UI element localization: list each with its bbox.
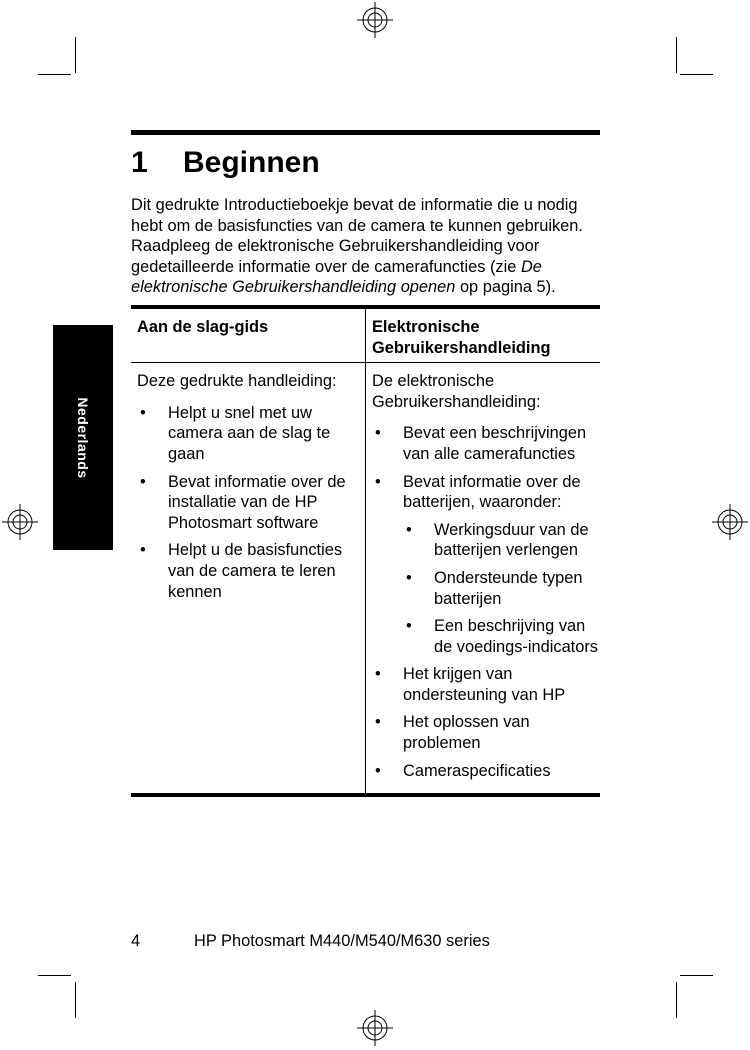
list-item xyxy=(372,761,600,782)
footer-product-name: HP Photosmart M440/M540/M630 series xyxy=(194,932,490,950)
list-item-text: Cameraspecificaties xyxy=(403,761,551,780)
bullet-list xyxy=(137,403,365,602)
registration-mark-icon xyxy=(0,502,40,542)
table-cell xyxy=(366,363,601,796)
list-item-text: Het oplossen van problemen xyxy=(403,713,530,753)
crop-mark xyxy=(676,37,677,73)
crop-mark xyxy=(38,74,71,75)
page-number: 4 xyxy=(131,932,141,950)
cross-reference-link[interactable]: De elektronische Gebruikershandleiding openen xyxy=(131,257,542,297)
list-item xyxy=(372,712,600,753)
bullet-icon: • xyxy=(140,403,146,422)
crop-mark xyxy=(75,37,76,73)
registration-mark-icon xyxy=(710,502,750,542)
sub-list-item xyxy=(403,616,600,657)
page-footer xyxy=(131,932,490,951)
bullet-icon: • xyxy=(375,665,381,684)
list-item-text: Bevat een beschrijvingen van alle camerafuncties xyxy=(403,424,587,463)
table-header-row xyxy=(131,307,600,363)
list-item-text: Helpt u snel met uw camera aan de slag te gaan xyxy=(168,403,331,463)
bullet-icon: • xyxy=(406,520,412,539)
list-item xyxy=(372,664,600,705)
chapter-title xyxy=(131,145,600,181)
registration-mark-icon xyxy=(355,0,395,40)
list-item xyxy=(137,403,365,465)
list-item-text: Bevat informatie over de installatie van de HP Photosmart software xyxy=(168,472,346,532)
bullet-icon: • xyxy=(140,541,146,560)
crop-mark xyxy=(680,74,713,75)
table-row xyxy=(131,363,600,796)
bullet-icon: • xyxy=(375,713,381,732)
bullet-icon: • xyxy=(375,761,381,780)
bullet-icon: • xyxy=(375,472,381,491)
sub-bullet-list xyxy=(403,520,600,658)
language-tab xyxy=(53,325,113,550)
sub-list-item-text: Ondersteunde typen batterijen xyxy=(434,568,583,608)
chapter-title-text: Beginnen xyxy=(183,146,320,179)
list-item xyxy=(372,423,600,464)
sub-list-item xyxy=(403,568,600,609)
bullet-icon: • xyxy=(406,617,412,636)
sub-list-item-text: Een beschrijving van de voedings-indicators xyxy=(434,617,599,656)
crop-mark xyxy=(680,975,713,976)
registration-mark-icon xyxy=(355,1008,395,1048)
list-item-text: Het krijgen van ondersteuning van HP xyxy=(403,665,566,704)
crop-mark xyxy=(38,975,71,976)
title-rule xyxy=(131,130,600,135)
sub-list-item xyxy=(403,520,600,561)
list-item-text: Bevat informatie over de batterijen, waaronder: xyxy=(403,472,581,512)
crop-mark xyxy=(676,982,677,1018)
bullet-icon: • xyxy=(140,472,146,491)
chapter-number: 1 xyxy=(131,146,148,179)
bullet-list xyxy=(372,423,600,781)
list-item-text: Helpt u de basisfuncties van de camera te leren kennen xyxy=(168,541,343,601)
intro-text: Dit gedrukte Introductieboekje bevat de informatie die u nodig hebt om de basisfuncties van de camera te kunnen gebruiken. Raadpleeg de elektronische Gebruikershandleiding voor gedetailleerde informatie over de camerafuncties (zie xyxy=(131,196,583,276)
list-item xyxy=(137,540,365,602)
table-header: Elektronische Gebruikershandleiding xyxy=(372,317,551,357)
list-item xyxy=(137,472,365,534)
intro-paragraph xyxy=(131,195,600,298)
bullet-icon: • xyxy=(406,568,412,587)
cell-lead: Deze gedrukte handleiding: xyxy=(137,372,337,391)
sub-list-item-text: Werkingsduur van de batterijen verlengen xyxy=(434,520,589,560)
comparison-table xyxy=(131,305,600,797)
table-cell xyxy=(131,363,366,796)
bullet-icon: • xyxy=(375,424,381,443)
page-content xyxy=(131,130,600,797)
cell-lead: De elektronische Gebruikershandleiding: xyxy=(372,372,541,411)
language-tab-label: Nederlands xyxy=(75,396,91,479)
list-item xyxy=(372,472,600,658)
table-header: Aan de slag-gids xyxy=(131,307,366,363)
intro-text-end: op pagina 5). xyxy=(455,278,556,297)
crop-mark xyxy=(75,982,76,1018)
